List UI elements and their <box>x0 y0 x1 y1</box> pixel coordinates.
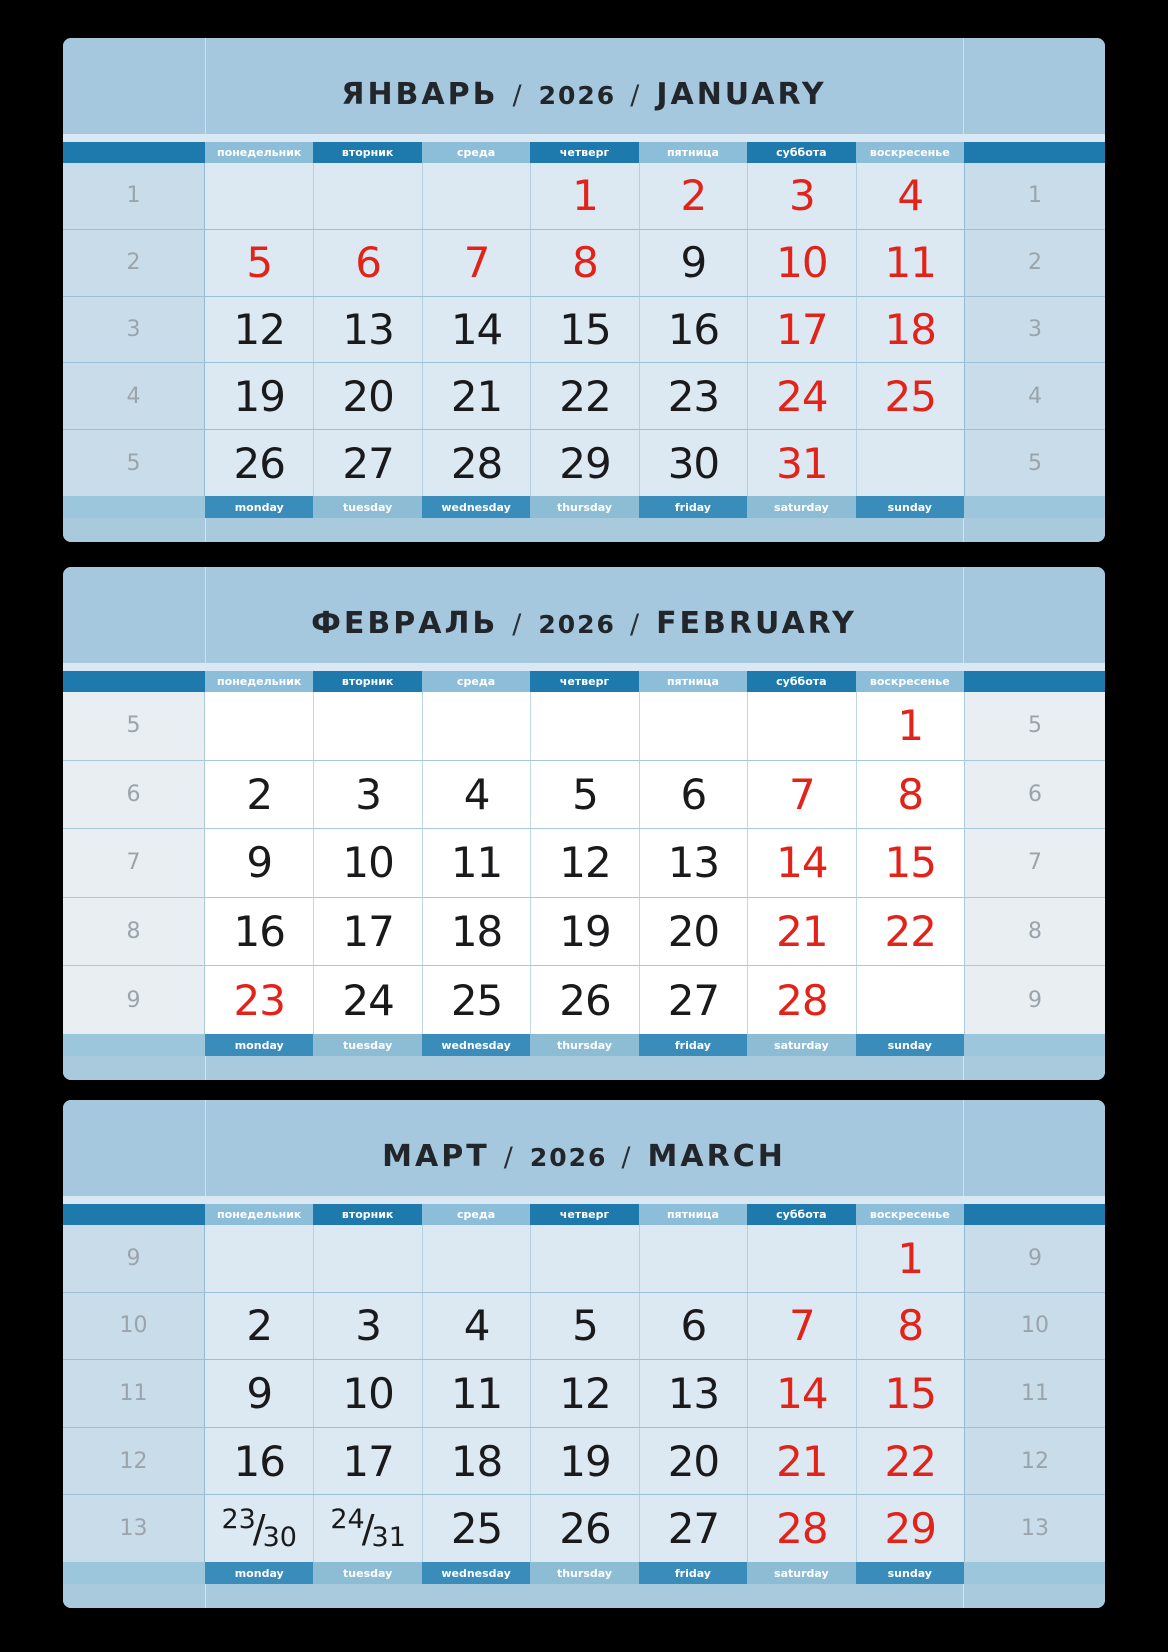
day-cell: 18 <box>422 1428 530 1495</box>
day-cell: 23 <box>205 966 313 1034</box>
week-row <box>63 429 1105 496</box>
day-cell <box>422 163 530 229</box>
weekday-label-ru: четверг <box>559 146 610 159</box>
day-cell: 22 <box>856 1428 964 1495</box>
week-number: 5 <box>63 692 205 760</box>
day-cell: 27 <box>313 430 421 496</box>
day-cell: 19 <box>530 1428 638 1495</box>
day-cell: 13 <box>313 297 421 363</box>
day-cell <box>313 1495 421 1562</box>
strip-edge <box>63 496 205 518</box>
title-separator: / <box>512 608 525 640</box>
weekday-label-ru: понедельник <box>205 1204 313 1225</box>
month-title-en: MARCH <box>647 1138 786 1174</box>
weekday-strip-en <box>63 1562 1105 1584</box>
strip-edge <box>63 1034 205 1056</box>
day-cell: 4 <box>422 761 530 829</box>
day-cell: 24 <box>313 966 421 1034</box>
weekday-label-en: monday <box>205 496 313 518</box>
weekday-label-ru: среда <box>422 1204 530 1225</box>
month-title-en: FEBRUARY <box>656 605 857 641</box>
week-number: 7 <box>964 829 1105 897</box>
weekday-label-en: tuesday <box>313 1034 421 1056</box>
weeks-grid <box>63 1225 1105 1562</box>
month-title <box>382 1139 786 1174</box>
day-cell: 3 <box>747 163 855 229</box>
day-cell: 17 <box>313 1428 421 1495</box>
strip-edge <box>964 671 1105 692</box>
divider-strip <box>63 663 1105 671</box>
strip-edge <box>964 142 1105 163</box>
day-cell: 27 <box>639 1495 747 1562</box>
week-number: 7 <box>63 829 205 897</box>
weekday-label-en: saturday <box>747 1562 855 1584</box>
week-row <box>63 296 1105 363</box>
day-cell: 4 <box>422 1293 530 1360</box>
day-cell: 7 <box>747 1293 855 1360</box>
bottom-band <box>63 1584 1105 1608</box>
weekday-label-en: friday <box>639 1034 747 1056</box>
day-cell: 20 <box>639 1428 747 1495</box>
strip-edge <box>964 496 1105 518</box>
week-number: 5 <box>964 430 1105 496</box>
day-cell: 11 <box>856 230 964 296</box>
week-number: 9 <box>964 966 1105 1034</box>
day-cell: 22 <box>856 898 964 966</box>
day-cell: 17 <box>313 898 421 966</box>
day-cell: 2 <box>639 163 747 229</box>
day-cell: 28 <box>422 430 530 496</box>
weekday-strip-ru <box>63 671 1105 692</box>
divider-strip <box>63 134 1105 142</box>
day-cell: 6 <box>639 1293 747 1360</box>
month-year: 2026 <box>529 1142 608 1172</box>
day-cell: 16 <box>205 898 313 966</box>
week-number: 3 <box>964 297 1105 363</box>
week-number: 12 <box>63 1428 205 1495</box>
weekday-strip-en <box>63 1034 1105 1056</box>
day-cell <box>530 1225 638 1292</box>
day-cell: 12 <box>530 1360 638 1427</box>
day-cell: 15 <box>530 297 638 363</box>
day-cell: 19 <box>530 898 638 966</box>
day-cell: 13 <box>639 1360 747 1427</box>
day-cell: 19 <box>205 363 313 429</box>
strip-edge <box>964 1034 1105 1056</box>
month-title-en: JANUARY <box>656 76 827 112</box>
day-cell <box>205 1225 313 1292</box>
title-separator: / <box>621 1141 634 1173</box>
day-cell: 7 <box>747 761 855 829</box>
day-cell: 18 <box>856 297 964 363</box>
strip-edge <box>63 1204 205 1225</box>
weekday-label-en: thursday <box>530 1562 638 1584</box>
split-day-value: 23 / 30 <box>221 1504 297 1554</box>
day-cell <box>530 692 638 760</box>
strip-edge <box>63 142 205 163</box>
week-number: 1 <box>63 163 205 229</box>
week-number: 8 <box>63 898 205 966</box>
strip-edge <box>63 1562 205 1584</box>
month-header <box>63 567 1105 663</box>
day-cell: 9 <box>205 829 313 897</box>
strip-edge <box>964 1562 1105 1584</box>
day-cell: 22 <box>530 363 638 429</box>
weekday-label-ru: понедельник <box>205 671 313 692</box>
week-number: 10 <box>63 1293 205 1360</box>
weekday-label-en: monday <box>205 1034 313 1056</box>
day-cell: 10 <box>313 1360 421 1427</box>
month-block <box>63 38 1105 542</box>
week-number: 5 <box>964 692 1105 760</box>
weekday-label-en: monday <box>205 1562 313 1584</box>
weekday-strip-ru <box>63 142 1105 163</box>
week-number: 2 <box>63 230 205 296</box>
day-cell: 8 <box>856 1293 964 1360</box>
strip-edge <box>964 1204 1105 1225</box>
day-cell: 21 <box>422 363 530 429</box>
weekday-label-ru: среда <box>422 671 530 692</box>
week-row <box>63 229 1105 296</box>
day-cell <box>313 163 421 229</box>
weekday-label-ru: пятница <box>639 142 747 163</box>
weekday-label-en: wednesday <box>422 1034 530 1056</box>
week-number: 1 <box>964 163 1105 229</box>
day-cell <box>313 1225 421 1292</box>
day-cell: 21 <box>747 898 855 966</box>
week-number: 3 <box>63 297 205 363</box>
week-number: 4 <box>964 363 1105 429</box>
weekday-label-en: saturday <box>747 496 855 518</box>
title-separator: / <box>629 608 643 640</box>
week-row <box>63 1292 1105 1360</box>
weekday-label-ru: вторник <box>341 675 394 688</box>
day-cell: 13 <box>639 829 747 897</box>
weekday-strip-en <box>63 496 1105 518</box>
weekday-label-ru: вторник <box>341 146 394 159</box>
day-cell: 4 <box>856 163 964 229</box>
week-row <box>63 163 1105 229</box>
weekday-label-ru: суббота <box>776 146 827 159</box>
day-cell: 1 <box>856 692 964 760</box>
day-cell: 25 <box>422 1495 530 1562</box>
day-cell: 10 <box>313 829 421 897</box>
weekday-label-en: sunday <box>856 1562 964 1584</box>
weekday-label-ru: воскресенье <box>856 671 964 692</box>
weekday-label-en: tuesday <box>313 1562 421 1584</box>
day-cell <box>856 966 964 1034</box>
month-year: 2026 <box>538 80 617 110</box>
day-cell <box>422 1225 530 1292</box>
weekday-label-ru: вторник <box>341 1208 394 1221</box>
day-cell: 3 <box>313 761 421 829</box>
week-number: 9 <box>964 1225 1105 1292</box>
weekday-label-ru: воскресенье <box>856 1204 964 1225</box>
weekday-label-en: saturday <box>747 1034 855 1056</box>
month-title-ru: ФЕВРАЛЬ <box>311 605 499 641</box>
week-number: 2 <box>964 230 1105 296</box>
day-cell: 11 <box>422 1360 530 1427</box>
weekday-label-en: sunday <box>856 496 964 518</box>
day-cell: 6 <box>639 761 747 829</box>
month-header <box>63 1100 1105 1196</box>
weekday-label-en: wednesday <box>422 1562 530 1584</box>
weekday-label-ru: воскресенье <box>856 142 964 163</box>
day-cell: 26 <box>530 1495 638 1562</box>
weeks-grid <box>63 692 1105 1034</box>
week-number: 5 <box>63 430 205 496</box>
week-number: 9 <box>63 1225 205 1292</box>
month-header <box>63 38 1105 134</box>
week-number: 11 <box>63 1360 205 1427</box>
weekday-label-ru: четверг <box>559 1208 610 1221</box>
day-cell <box>205 1495 313 1562</box>
weekday-label-en: friday <box>639 1562 747 1584</box>
weekday-label-en: sunday <box>856 1034 964 1056</box>
month-title <box>311 606 857 641</box>
day-cell: 14 <box>422 297 530 363</box>
day-cell: 8 <box>530 230 638 296</box>
day-cell: 16 <box>639 297 747 363</box>
day-cell: 5 <box>530 1293 638 1360</box>
weekday-label-ru: среда <box>422 142 530 163</box>
day-cell: 30 <box>639 430 747 496</box>
month-title-ru: ЯНВАРЬ <box>341 76 499 112</box>
day-cell: 5 <box>530 761 638 829</box>
weekday-label-en: thursday <box>530 496 638 518</box>
day-cell: 5 <box>205 230 313 296</box>
day-cell <box>639 692 747 760</box>
week-number: 9 <box>63 966 205 1034</box>
week-row <box>63 1427 1105 1495</box>
day-cell: 9 <box>205 1360 313 1427</box>
day-cell: 2 <box>205 1293 313 1360</box>
day-cell: 27 <box>639 966 747 1034</box>
weekday-label-en: thursday <box>530 1034 638 1056</box>
day-cell: 7 <box>422 230 530 296</box>
week-row <box>63 897 1105 966</box>
week-number: 4 <box>63 363 205 429</box>
weekday-strip-ru <box>63 1204 1105 1225</box>
week-row <box>63 965 1105 1034</box>
month-title <box>341 77 826 112</box>
day-cell: 18 <box>422 898 530 966</box>
day-cell: 2 <box>205 761 313 829</box>
day-cell: 25 <box>856 363 964 429</box>
week-number: 11 <box>964 1360 1105 1427</box>
day-cell: 14 <box>747 1360 855 1427</box>
week-number: 6 <box>63 761 205 829</box>
bottom-band <box>63 518 1105 542</box>
weekday-label-en: wednesday <box>422 496 530 518</box>
day-cell: 3 <box>313 1293 421 1360</box>
day-cell: 31 <box>747 430 855 496</box>
day-cell: 24 <box>747 363 855 429</box>
month-title-ru: МАРТ <box>382 1138 490 1174</box>
day-cell: 6 <box>313 230 421 296</box>
day-cell: 28 <box>747 1495 855 1562</box>
day-cell: 12 <box>205 297 313 363</box>
day-cell <box>205 692 313 760</box>
day-cell: 25 <box>422 966 530 1034</box>
day-cell: 12 <box>530 829 638 897</box>
day-cell: 8 <box>856 761 964 829</box>
week-row <box>63 1359 1105 1427</box>
day-cell: 16 <box>205 1428 313 1495</box>
day-cell: 1 <box>530 163 638 229</box>
weekday-label-ru: пятница <box>639 671 747 692</box>
week-row <box>63 828 1105 897</box>
day-cell: 21 <box>747 1428 855 1495</box>
day-cell: 17 <box>747 297 855 363</box>
day-cell: 15 <box>856 1360 964 1427</box>
day-cell <box>639 1225 747 1292</box>
month-block <box>63 1100 1105 1608</box>
weekday-label-ru: суббота <box>776 1208 827 1221</box>
day-cell: 15 <box>856 829 964 897</box>
day-cell: 14 <box>747 829 855 897</box>
strip-edge <box>63 671 205 692</box>
day-cell <box>856 430 964 496</box>
day-cell: 28 <box>747 966 855 1034</box>
week-number: 6 <box>964 761 1105 829</box>
title-separator: / <box>503 1141 516 1173</box>
bottom-band <box>63 1056 1105 1080</box>
day-cell: 29 <box>856 1495 964 1562</box>
divider-strip <box>63 1196 1105 1204</box>
week-number: 8 <box>964 898 1105 966</box>
day-cell: 26 <box>530 966 638 1034</box>
day-cell: 11 <box>422 829 530 897</box>
week-row <box>63 1225 1105 1292</box>
week-row <box>63 1494 1105 1562</box>
day-cell: 23 <box>639 363 747 429</box>
day-cell <box>205 163 313 229</box>
weeks-grid <box>63 163 1105 496</box>
weekday-label-ru: пятница <box>639 1204 747 1225</box>
day-cell <box>422 692 530 760</box>
day-cell: 10 <box>747 230 855 296</box>
week-number: 13 <box>964 1495 1105 1562</box>
weekday-label-en: tuesday <box>313 496 421 518</box>
day-cell: 26 <box>205 430 313 496</box>
day-cell: 20 <box>639 898 747 966</box>
split-day-value: 24 / 31 <box>330 1504 406 1554</box>
day-cell: 20 <box>313 363 421 429</box>
weekday-label-ru: суббота <box>776 675 827 688</box>
month-block <box>63 567 1105 1080</box>
month-year: 2026 <box>538 609 616 639</box>
title-separator: / <box>630 79 643 111</box>
day-cell <box>747 692 855 760</box>
week-number: 12 <box>964 1428 1105 1495</box>
title-separator: / <box>512 79 525 111</box>
week-number: 10 <box>964 1293 1105 1360</box>
day-cell <box>313 692 421 760</box>
day-cell: 29 <box>530 430 638 496</box>
week-row <box>63 692 1105 760</box>
day-cell: 1 <box>856 1225 964 1292</box>
week-row <box>63 760 1105 829</box>
day-cell: 9 <box>639 230 747 296</box>
week-row <box>63 362 1105 429</box>
day-cell <box>747 1225 855 1292</box>
weekday-label-ru: четверг <box>559 675 610 688</box>
weekday-label-en: friday <box>639 496 747 518</box>
week-number: 13 <box>63 1495 205 1562</box>
weekday-label-ru: понедельник <box>205 142 313 163</box>
